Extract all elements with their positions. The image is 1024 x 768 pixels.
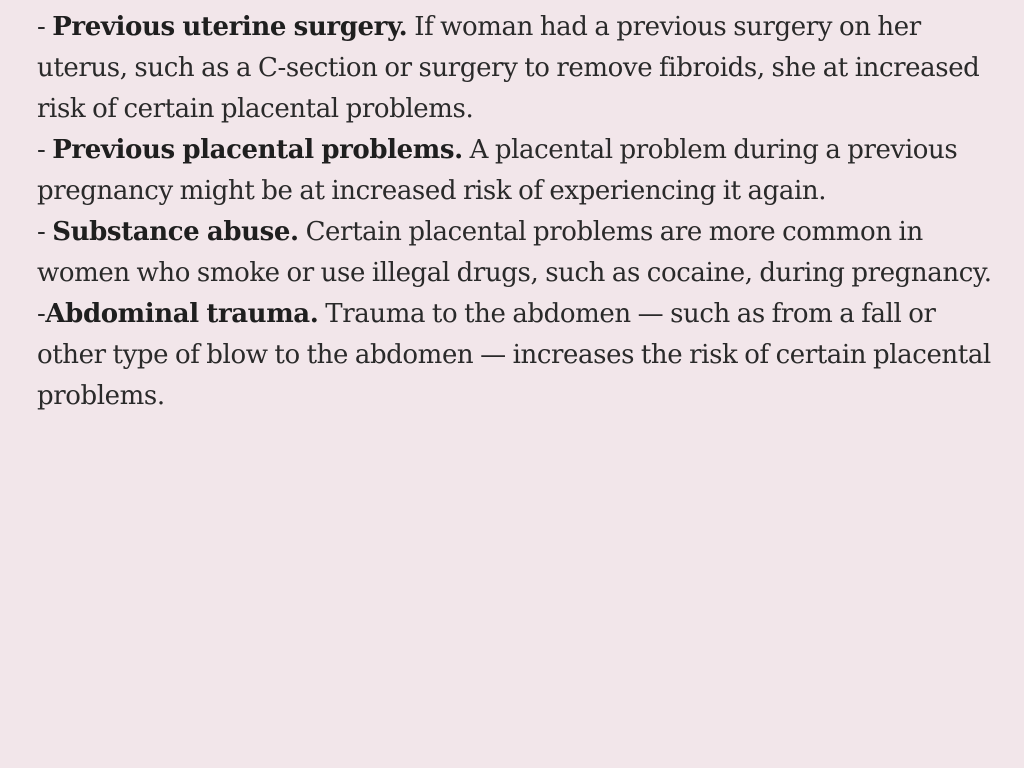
item-prefix: - [37, 299, 46, 329]
item-prefix: - [37, 135, 53, 165]
item-description: Trauma to the abdomen — such as from a fall or other type of blow to the abdomen — increases the risk of certain placental problems. [37, 299, 991, 411]
item-term: Substance abuse. [52, 217, 299, 247]
item-description: If woman had a previous surgery on her uterus, such as a C-section or surgery to remove fibroids, she at increased risk of certain placental problems. [37, 12, 980, 124]
item-term: Abdominal trauma. [45, 299, 319, 329]
risk-item-previous-placental-problems [37, 130, 994, 212]
risk-factor-list [37, 7, 994, 417]
item-prefix: - [37, 217, 53, 247]
item-description: A placental problem during a previous pregnancy might be at increased risk of experiencing it again. [37, 135, 958, 206]
risk-item-substance-abuse [37, 212, 994, 294]
item-term: Previous uterine surgery. [52, 12, 408, 42]
risk-item-abdominal-trauma [37, 294, 994, 417]
item-description: Certain placental problems are more common in women who smoke or use illegal drugs, such as cocaine, during pregnancy. [37, 217, 992, 288]
item-prefix: - [37, 12, 53, 42]
item-term: Previous placental problems. [52, 135, 463, 165]
risk-item-previous-uterine-surgery [37, 7, 994, 130]
